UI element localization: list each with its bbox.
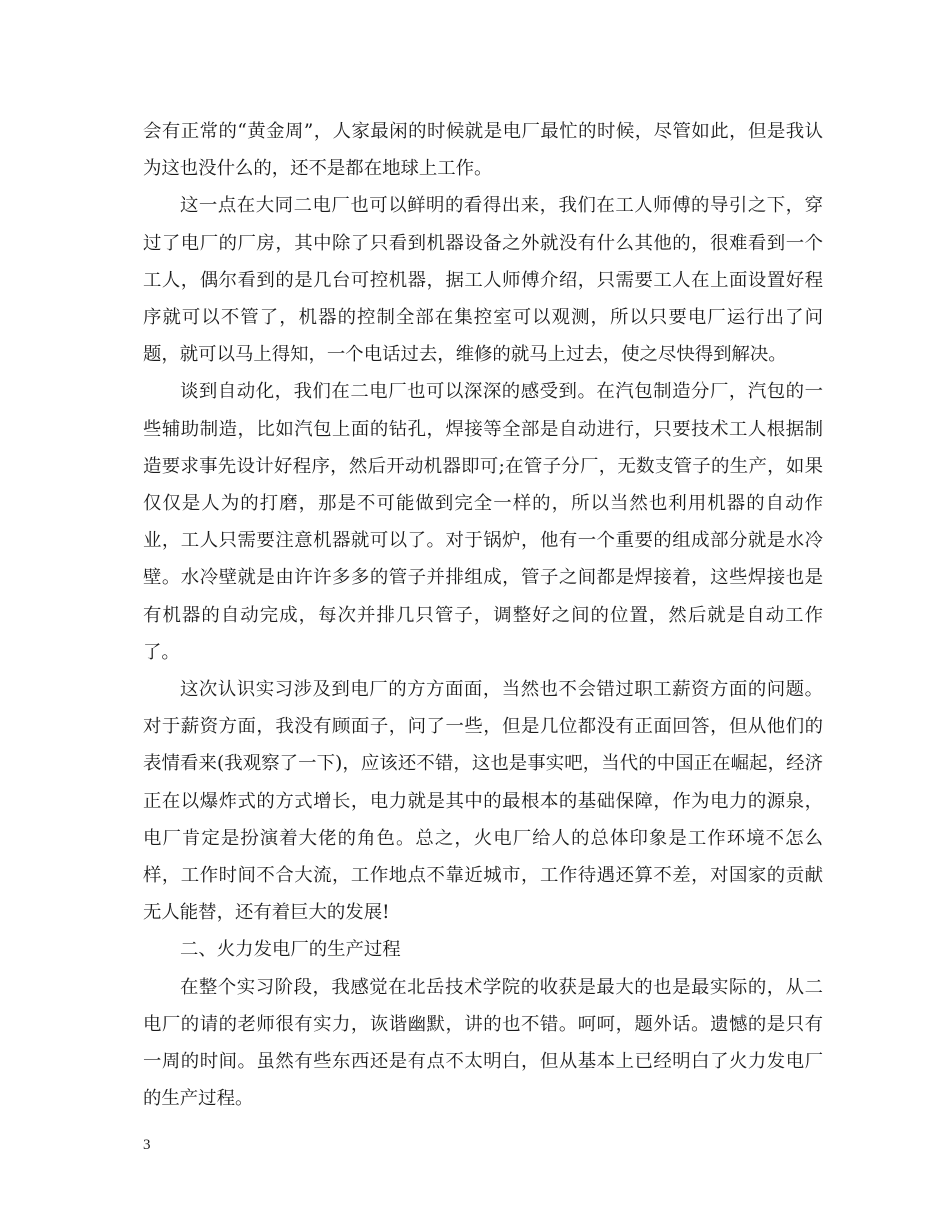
paragraph-continuation: 会有正常的“黄金周”，人家最闲的时候就是电厂最忙的时候，尽管如此，但是我认为这也没什么的，还不是都在地球上工作。 (143, 121, 823, 180)
body-text (143, 113, 823, 1117)
page-number: 3 (143, 1137, 151, 1153)
section-heading: 二、火力发电厂的生产过程 (180, 939, 401, 961)
paragraph: 这一点在大同二电厂也可以鲜明的看得出来，我们在工人师傅的导引之下，穿过了电厂的厂房，其中除了只看到机器设备之外就没有什么其他的，很难看到一个工人，偶尔看到的是几台可控机器，据工人师傅介绍，只需要工人在上面设置好程序就可以不管了，机器的控制全部在集控室可以观测，所以只要电厂运行出了问题，就可以马上得知，一个电话过去，维修的就马上过去，使之尽快得到解决。 (143, 195, 823, 366)
paragraph: 这次认识实习涉及到电厂的方方面面，当然也不会错过职工薪资方面的问题。对于薪资方面，我没有顾面子，问了一些，但是几位都没有正面回答，但从他们的表情看来(我观察了一下)，应该还不错，这也是事实吧，当代的中国正在崛起，经济正在以爆炸式的方式增长，电力就是其中的最根本的基础保障，作为电力的源泉，电厂肯定是扮演着大佬的角色。总之，火电厂给人的总体印象是工作环境不怎么样，工作时间不合大流，工作地点不靠近城市，工作待遇还算不差，对国家的贡献无人能替，还有着巨大的发展! (143, 679, 823, 924)
paragraph: 谈到自动化，我们在二电厂也可以深深的感受到。在汽包制造分厂，汽包的一些辅助制造，比如汽包上面的钻孔，焊接等全部是自动进行，只要技术工人根据制造要求事先设计好程序，然后开动机器即可;在管子分厂，无数支管子的生产，如果仅仅是人为的打磨，那是不可能做到完全一样的，所以当然也利用机器的自动作业，工人只需要注意机器就可以了。对于锅炉，他有一个重要的组成部分就是水冷壁。水冷壁就是由许许多多的管子并排组成，管子之间都是焊接着，这些焊接也是有机器的自动完成，每次并排几只管子，调整好之间的位置，然后就是自动工作了。 (143, 381, 823, 663)
paragraph: 在整个实习阶段，我感觉在北岳技术学院的收获是最大的也是最实际的，从二电厂的请的老师很有实力，诙谐幽默，讲的也不错。呵呵，题外话。遗憾的是只有一周的时间。虽然有些东西还是有点不太明白，但从基本上已经明白了火力发电厂的生产过程。 (143, 976, 823, 1110)
